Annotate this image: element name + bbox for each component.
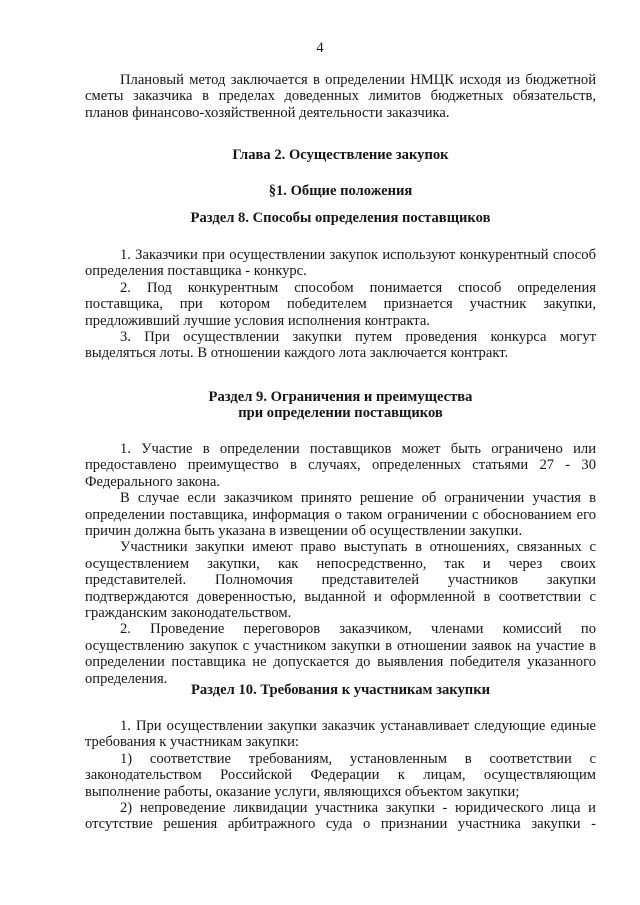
razdel10-paragraph-2: 1) соответствие требованиям, установленным в соответствии с законодательством Российской Федерации к лицам, осуществляющим выполнение работы, оказание услуги, являющихся объектом закупки;: [85, 750, 596, 800]
razdel9-paragraph-3: Участники закупки имеют право выступать в отношениях, связанных с осуществлением закупки, как непосредственно, так и через своих представителей. Полномочия представителей участников закупки подтверждаются доверенностью, выданной и оформленной в соответствии с гражданским законодательством.: [85, 539, 596, 622]
razdel8-paragraph-1: 1. Заказчики при осуществлении закупок используют конкурентный способ определения поставщика - конкурс.: [85, 247, 596, 280]
razdel8-paragraph-3: 3. При осуществлении закупки путем проведения конкурса могут выделяться лоты. В отношении каждого лота заключается контракт.: [85, 329, 596, 362]
razdel8-paragraph-2: 2. Под конкурентным способом понимается способ определения поставщика, при котором победителем признается участник закупки, предложивший лучшие условия исполнения контракта.: [85, 279, 596, 329]
intro-block: [85, 72, 596, 121]
razdel9-paragraph-2: В случае если заказчиком принято решение об ограничении участия в определении поставщика, информация о таком ограничении с обоснованием его причин должна быть указана в извещении об осуществлении закупки.: [85, 490, 596, 540]
chapter-title: Глава 2. Осуществление закупок: [232, 147, 449, 163]
razdel8-title-block: [85, 210, 596, 226]
razdel9-paragraph-4: 2. Проведение переговоров заказчиком, членами комиссий по осуществлению закупок с участником закупки в отношении заявок на участие в определении поставщика не допускается до выявления победителя указанного определения.: [85, 621, 596, 687]
page-number: 4: [316, 40, 324, 56]
razdel10-title-block: [85, 682, 596, 698]
intro-paragraph: Плановый метод заключается в определении НМЦК исходя из бюджетной сметы заказчика в пределах доведенных лимитов бюджетных обязательств, планов финансово-хозяйственной деятельности заказчика.: [85, 72, 596, 121]
section1-title: §1. Общие положения: [268, 183, 413, 199]
chapter-block: [85, 147, 596, 163]
razdel9-body: [85, 441, 596, 687]
section1-block: [85, 183, 596, 199]
razdel10-paragraph-1: 1. При осуществлении закупки заказчик устанавливает следующие единые требования к участникам закупки:: [85, 718, 596, 751]
razdel9-title-block: [85, 389, 596, 422]
razdel8-body: [85, 247, 596, 362]
razdel9-paragraph-1: 1. Участие в определении поставщиков может быть ограничено или предоставлено преимущество в случаях, определенных статьями 27 - 30 Федерального закона.: [85, 441, 596, 490]
razdel9-title-line1: Раздел 9. Ограничения и преимущества: [208, 389, 473, 405]
razdel10-paragraph-3: 2) непроведение ликвидации участника закупки - юридического лица и отсутствие решения арбитражного суда о признании участника закупки -: [85, 800, 596, 833]
razdel8-title: Раздел 8. Способы определения поставщиков: [190, 210, 491, 226]
razdel10-title: Раздел 10. Требования к участникам закупки: [190, 682, 491, 698]
razdel9-title-line2: при определении поставщиков: [238, 405, 443, 422]
razdel10-body: [85, 718, 596, 833]
